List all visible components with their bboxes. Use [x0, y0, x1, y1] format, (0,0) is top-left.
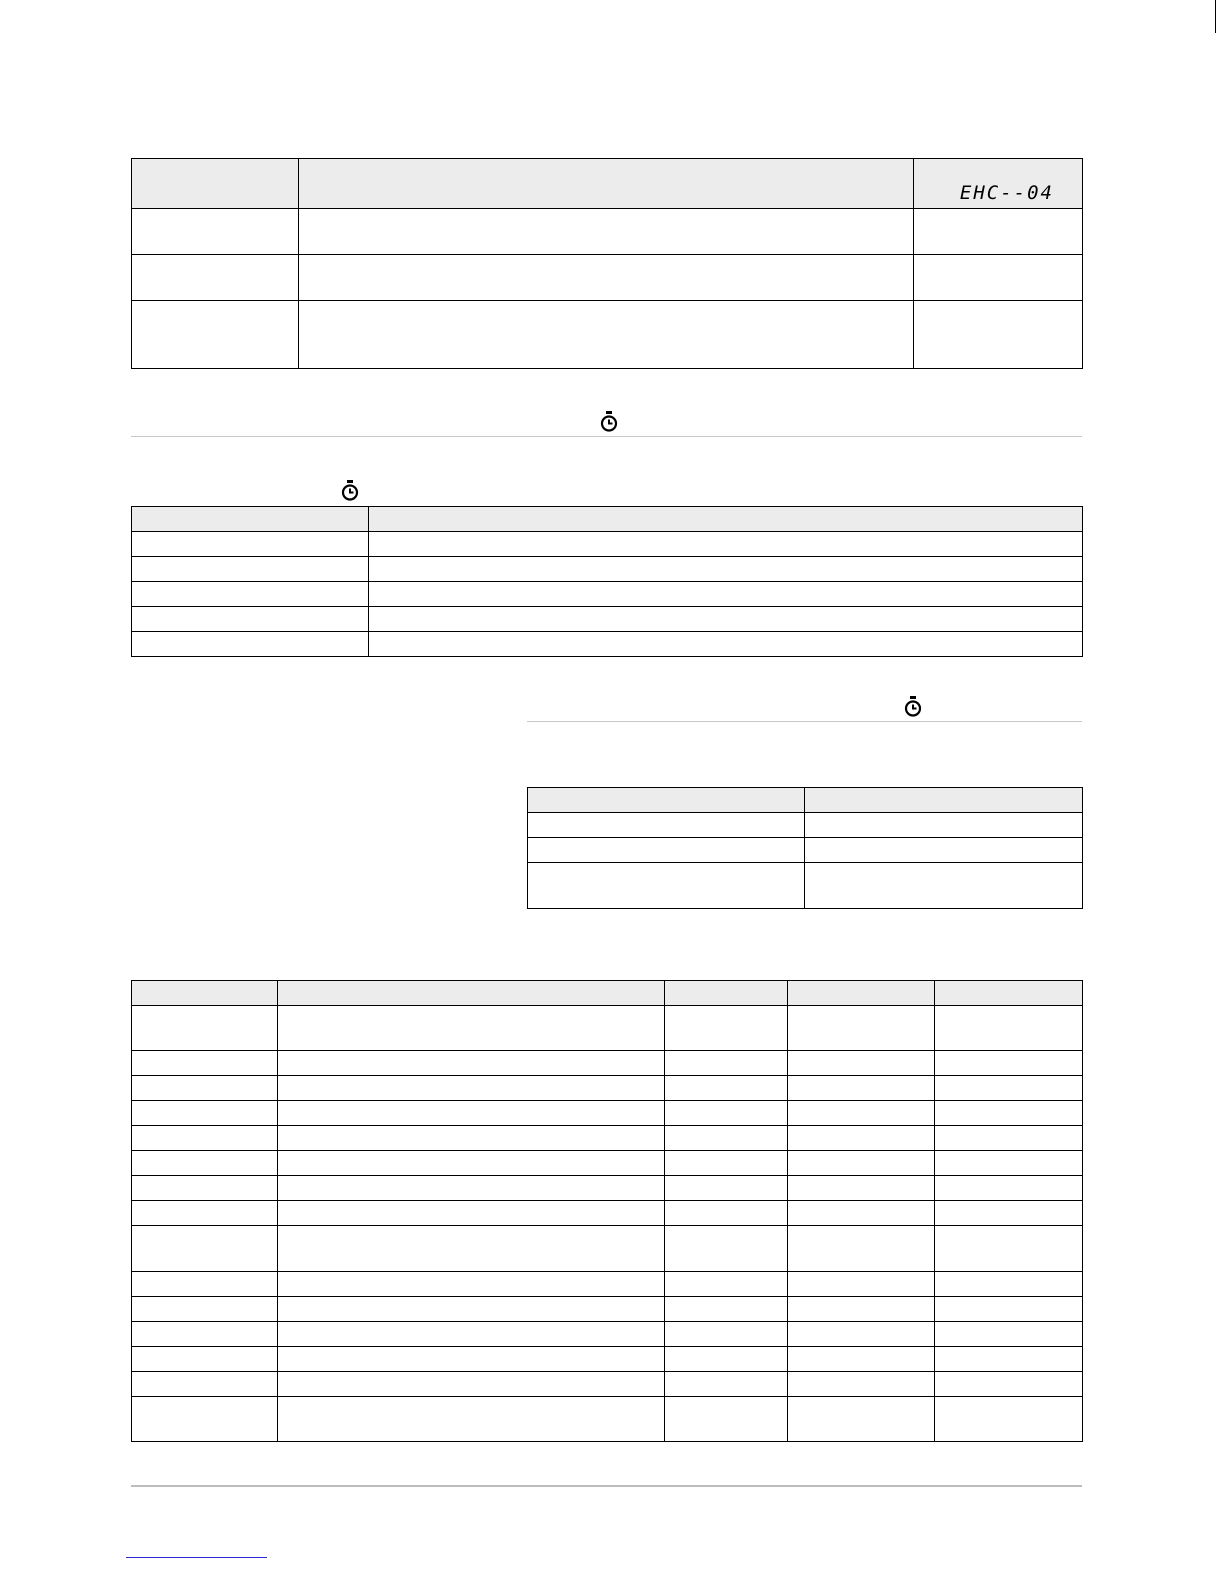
table-cell [132, 1397, 278, 1442]
table-cell [665, 1372, 788, 1397]
table-cell [805, 838, 1083, 863]
table-cell [528, 838, 805, 863]
table-cell [132, 582, 369, 607]
table-row [528, 863, 1083, 909]
table-row [528, 813, 1083, 838]
table-row [132, 1226, 1083, 1272]
header-cell [278, 981, 665, 1006]
page-edge-rule [1215, 0, 1216, 33]
table-cell [132, 1176, 278, 1201]
delay-table [527, 787, 1083, 909]
table-row [132, 301, 1083, 369]
header-cell [132, 159, 299, 209]
table-row [132, 582, 1083, 607]
table-cell [935, 1101, 1083, 1126]
table-row [132, 532, 1083, 557]
table-cell [278, 1226, 665, 1272]
table-cell [528, 863, 805, 909]
table-cell [369, 582, 1083, 607]
table-row [528, 838, 1083, 863]
table-cell [278, 1126, 665, 1151]
section-divider [131, 436, 1082, 437]
table-cell [665, 1347, 788, 1372]
table-cell [278, 1201, 665, 1226]
table-cell [935, 1322, 1083, 1347]
table-cell [788, 1076, 935, 1101]
table-cell [278, 1101, 665, 1126]
table-cell [935, 1201, 1083, 1226]
table-cell [788, 1272, 935, 1297]
section-divider [527, 721, 1082, 722]
table-cell [132, 1272, 278, 1297]
table-cell [299, 301, 914, 369]
table-cell [132, 607, 369, 632]
table-cell [935, 1226, 1083, 1272]
table-cell [369, 607, 1083, 632]
table-cell [278, 1272, 665, 1297]
table-header-row [528, 788, 1083, 813]
table-cell [935, 1076, 1083, 1101]
header-cell [132, 507, 369, 532]
table-cell [278, 1297, 665, 1322]
table-cell [788, 1126, 935, 1151]
table-cell [788, 1101, 935, 1126]
table-cell [935, 1297, 1083, 1322]
table-cell [132, 1297, 278, 1322]
table-row [132, 1347, 1083, 1372]
table-cell [665, 1151, 788, 1176]
table-cell [278, 1076, 665, 1101]
table-cell [665, 1006, 788, 1051]
table-cell [132, 1076, 278, 1101]
timer-table [131, 506, 1083, 657]
table-cell [278, 1372, 665, 1397]
table-cell [788, 1372, 935, 1397]
table-cell [788, 1151, 935, 1176]
table-header-row [132, 507, 1083, 532]
header-cell [805, 788, 1083, 813]
header-cell [788, 981, 935, 1006]
table-cell [132, 1322, 278, 1347]
table-cell [935, 1176, 1083, 1201]
table-cell [665, 1226, 788, 1272]
table-row [132, 1297, 1083, 1322]
table-cell [132, 1201, 278, 1226]
table-row [132, 1397, 1083, 1442]
footer-divider [131, 1485, 1082, 1487]
table-cell [132, 255, 299, 301]
table-cell [805, 813, 1083, 838]
table-cell [369, 557, 1083, 582]
table-cell [935, 1347, 1083, 1372]
table-cell [278, 1347, 665, 1372]
table-row [132, 1176, 1083, 1201]
table-cell [935, 1051, 1083, 1076]
table-cell [665, 1051, 788, 1076]
table-cell [665, 1322, 788, 1347]
table-cell [132, 632, 369, 657]
table-cell [665, 1272, 788, 1297]
table-cell [788, 1051, 935, 1076]
table-cell [665, 1126, 788, 1151]
table-cell [278, 1006, 665, 1051]
header-cell [132, 981, 278, 1006]
table-row [132, 1272, 1083, 1297]
table-row [132, 1126, 1083, 1151]
table-cell [935, 1397, 1083, 1442]
table-cell [935, 1151, 1083, 1176]
table-cell [788, 1176, 935, 1201]
error-code-table [131, 158, 1083, 369]
table-cell [132, 209, 299, 255]
table-cell [665, 1101, 788, 1126]
table-cell [665, 1397, 788, 1442]
table-cell [132, 1051, 278, 1076]
table-cell [914, 209, 1083, 255]
header-cell [369, 507, 1083, 532]
table-row [132, 209, 1083, 255]
table-header-row [132, 159, 1083, 209]
table-cell [132, 1126, 278, 1151]
table-row [132, 1372, 1083, 1397]
table-cell [788, 1201, 935, 1226]
stopwatch-icon [341, 480, 359, 502]
table-row [132, 607, 1083, 632]
table-row [132, 1151, 1083, 1176]
table-row [132, 632, 1083, 657]
table-cell [805, 863, 1083, 909]
header-cell [528, 788, 805, 813]
table-row [132, 557, 1083, 582]
footer-link-underline[interactable] [126, 1557, 267, 1558]
table-cell [788, 1347, 935, 1372]
program-table [131, 980, 1083, 1442]
table-row [132, 1201, 1083, 1226]
table-cell [788, 1006, 935, 1051]
table-cell [935, 1006, 1083, 1051]
table-row [132, 1101, 1083, 1126]
table-cell [132, 1151, 278, 1176]
table-row [132, 1076, 1083, 1101]
table-cell [132, 1226, 278, 1272]
header-cell [299, 159, 914, 209]
table-header-row [132, 981, 1083, 1006]
table-cell [788, 1322, 935, 1347]
table-cell [132, 1006, 278, 1051]
table-cell [914, 301, 1083, 369]
table-cell [132, 1347, 278, 1372]
header-cell [665, 981, 788, 1006]
header-cell [935, 981, 1083, 1006]
table-cell [132, 532, 369, 557]
table-cell [369, 532, 1083, 557]
table-cell [278, 1176, 665, 1201]
table-cell [278, 1322, 665, 1347]
table-cell [665, 1201, 788, 1226]
table-cell [788, 1297, 935, 1322]
table-cell [132, 557, 369, 582]
table-cell [278, 1397, 665, 1442]
stopwatch-icon [600, 411, 618, 433]
table-row [132, 255, 1083, 301]
table-cell [278, 1051, 665, 1076]
table-row [132, 1051, 1083, 1076]
table-cell [132, 1372, 278, 1397]
table-cell [299, 209, 914, 255]
table-row [132, 1322, 1083, 1347]
table-cell [132, 301, 299, 369]
stopwatch-icon [904, 696, 922, 718]
table-cell [528, 813, 805, 838]
table-cell [132, 1101, 278, 1126]
table-cell [788, 1397, 935, 1442]
table-cell [935, 1126, 1083, 1151]
table-row [132, 1006, 1083, 1051]
table-cell [914, 255, 1083, 301]
table-cell [299, 255, 914, 301]
table-cell [935, 1372, 1083, 1397]
table-cell [369, 632, 1083, 657]
table-cell [788, 1226, 935, 1272]
error-display-code: EHC--04 [914, 159, 1083, 209]
table-cell [665, 1076, 788, 1101]
table-cell [278, 1151, 665, 1176]
table-cell [665, 1297, 788, 1322]
table-cell [665, 1176, 788, 1201]
table-cell [935, 1272, 1083, 1297]
